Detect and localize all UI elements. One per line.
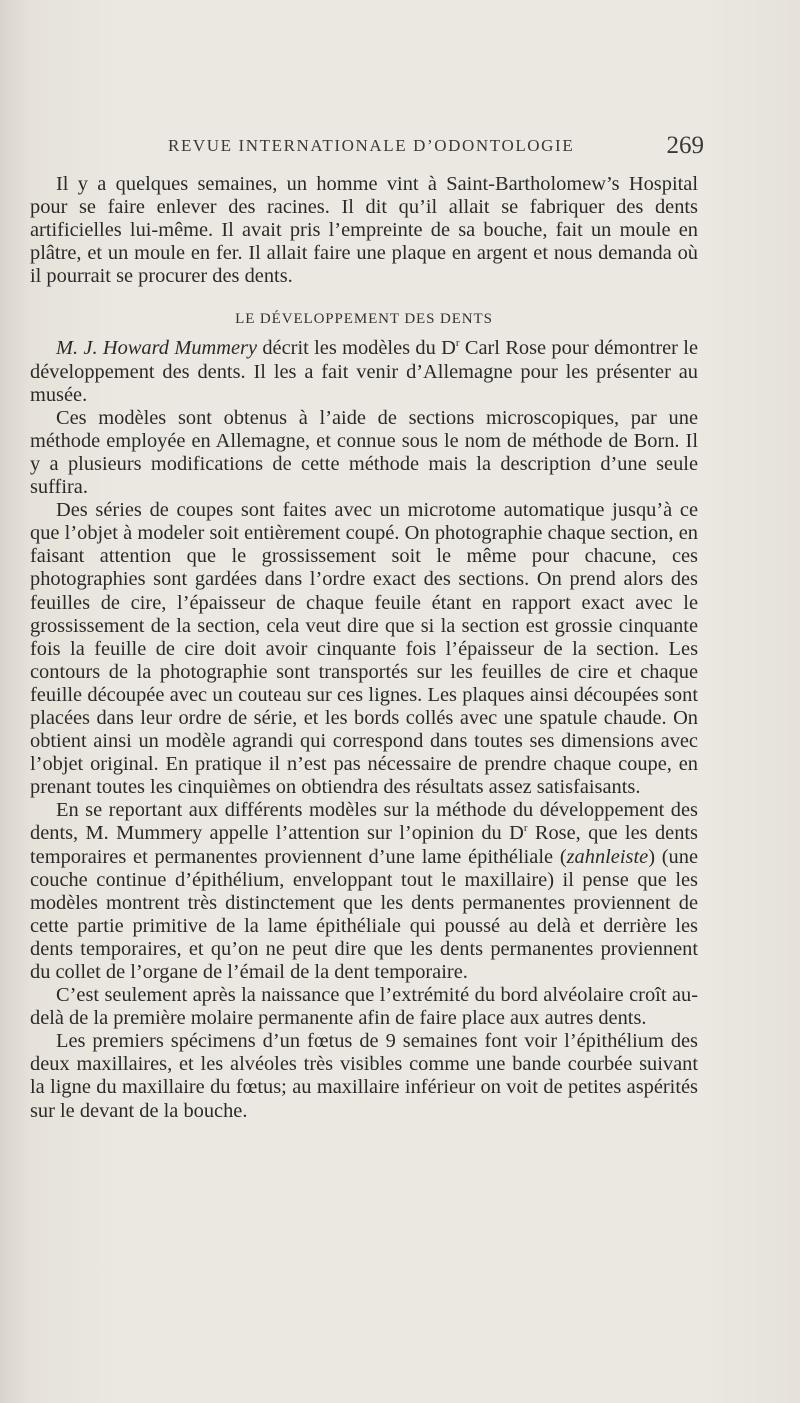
paragraph-5 [30,799,698,984]
paragraph-1: Il y a quelques semaines, un homme vint à Saint-Bartholomew’s Hospital pour se faire enlever des racines. Il dit qu’il allait se fabriquer des dents artificielles lui-même. Il avait pris l’empreinte de sa bouche, fait un moule en plâtre, et un moule en fer. Il allait faire une plaque en argent et nous demanda où il pourrait se procurer des dents. [30,173,698,288]
doctor-superscript: r [455,337,460,350]
paragraph-7: Les premiers spécimens d’un fœtus de 9 semaines font voir l’épithélium des deux maxillaires, et les alvéoles très visibles comme une bande courbée suivant la ligne du maxillaire du fœtus; au maxillaire inférieur on voit de petites aspérités sur le devant de la bouche. [30,1030,698,1122]
paragraph-4: Des séries de coupes sont faites avec un microtome automatique jusqu’à ce que l’objet à modeler soit entièrement coupé. On photographie chaque section, en faisant attention que le grossissement soit le même pour chacune, ces photographies sont gardées dans l’ordre exact des sections. On prend alors des feuilles de cire, l’épaisseur de chaque feuile étant en rapport exact avec le grossissement de la section, cela veut dire que si la section est grossie cinquante fois la feuille de cire doit avoir cinquante fois l’épaisseur de la section. Les contours de la photographie sont transportés sur les feuilles de cire et chaque feuille découpée avec un couteau sur ces lignes. Les plaques ainsi découpées sont placées dans leur ordre de série, et les bords collés avec une spatule chaude. On obtient ainsi un modèle agrandi qui correspond dans toutes ses dimensions avec l’objet original. En pratique il n’est pas nécessaire de prendre chaque coupe, en prenant toutes les cinquièmes on obtiendra des résultats assez satisfaisants. [30,499,698,799]
paragraph-5-text-c: ) (une couche continue d’épithélium, enveloppant tout le maxillaire) il pense que les modèles montrent très distinctement que les dents permanentes proviennent de cette partie primitive de la lame épithéliale qui poussé au delà et derrière les dents temporaires, et qu’on ne peut dire que les dents permanentes proviennent du collet de l’organe de l’émail de la dent temporaire. [30,845,698,983]
paragraph-5-text-a: En se reportant aux différents modèles sur la méthode du développement des dents, M. Mummery appelle l’attention sur l’opinion du D [30,799,698,845]
running-title: REVUE INTERNATIONALE D’ODONTOLOGIE [168,136,575,155]
paragraph-2-text-a: décrit les modèles du D [257,337,456,360]
paragraph-6: C’est seulement après la naissance que l’extrémité du bord alvéolaire croît au-delà de la première molaire permanente afin de faire place aux autres dents. [30,984,698,1030]
paragraph-3: Ces modèles sont obtenus à l’aide de sections microscopiques, par une méthode employée en Allemagne, et connue sous le nom de méthode de Born. Il y a plusieurs modifications de cette méthode mais la description d’une seule suffira. [30,406,698,499]
paragraph-2 [30,337,698,406]
paragraph-5-text-b: Rose, que les dents temporaires et permanentes proviennent d’une lame épithéliale ( [30,822,698,868]
running-head [0,132,800,166]
page-number: 269 [666,132,704,159]
body-text [30,173,698,1123]
doctor-superscript: r [523,822,528,835]
german-term: zahnleiste [566,845,649,868]
section-heading: LE DÉVELOPPEMENT DES DENTS [235,311,493,328]
paragraph-2-text-b: Carl Rose pour démontrer le développement des dents. Il les a fait venir d’Allemagne pour les présenter au musée. [30,337,698,406]
author-name: M. J. Howard Mummery [56,337,258,360]
